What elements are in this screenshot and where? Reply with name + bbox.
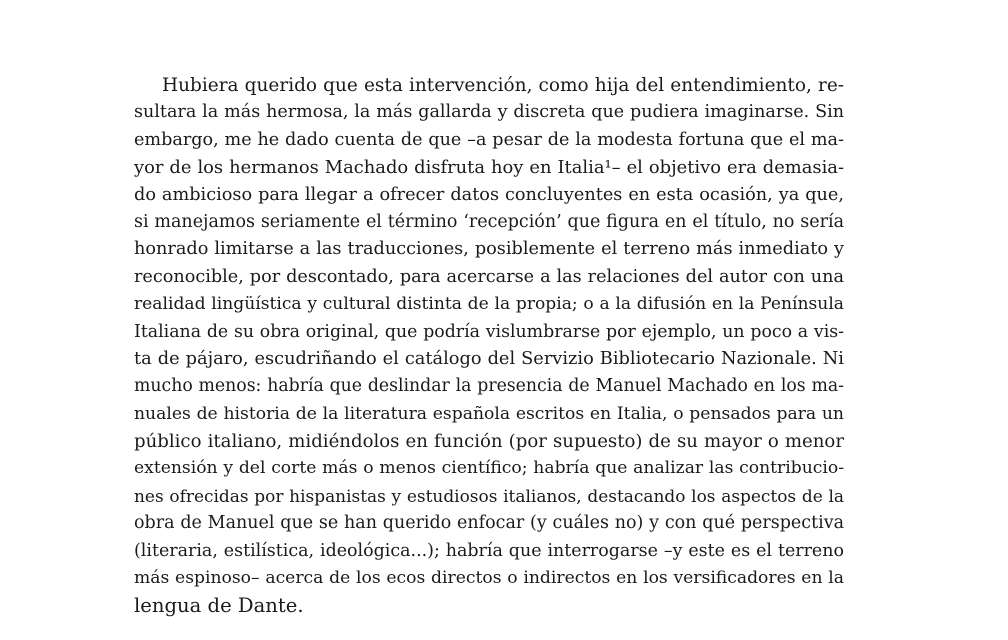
paragraph-line: lengua de Dante. xyxy=(134,594,304,618)
paragraph-line: si manejamos seriamente el término ‘recepción’ que figura en el título, no sería xyxy=(134,211,844,232)
paragraph-line: do ambicioso para llegar a ofrecer datos concluyentes en esta ocasión, ya que, xyxy=(134,184,844,205)
paragraph-line: sultara la más hermosa, la más gallarda y discreta que pudiera imaginarse. Sin xyxy=(134,102,844,123)
paragraph-line: ta de pájaro, escudriñando el catálogo del Servizio Bibliotecario Nazionale. Ni xyxy=(134,348,844,369)
paragraph-line: embargo, me he dado cuenta de que –a pesar de la modesta fortuna que el ma- xyxy=(134,129,844,150)
paragraph-line: Italiana de su obra original, que podría vislumbrarse por ejemplo, un poco a vis- xyxy=(134,321,844,342)
paragraph-line: más espinoso– acerca de los ecos directos o indirectos en los versificadores en la xyxy=(134,568,844,589)
paragraph-line: (literaria, estilística, ideológica...); habría que interrogarse –y este es el terreno xyxy=(134,540,844,561)
body-paragraph xyxy=(134,72,844,620)
paragraph-line: nuales de historia de la literatura española escritos en Italia, o pensados para un xyxy=(134,403,844,424)
paragraph-line: honrado limitarse a las traducciones, posiblemente el terreno más inmediato y xyxy=(134,239,844,260)
paragraph-line: mucho menos: habría que deslindar la presencia de Manuel Machado en los ma- xyxy=(134,376,844,397)
paragraph-line: yor de los hermanos Machado disfruta hoy en Italia¹– el objetivo era demasia- xyxy=(134,157,844,179)
paragraph-line: reconocible, por descontado, para acercarse a las relaciones del autor con una xyxy=(134,266,844,287)
paragraph-line: obra de Manuel que se han querido enfocar (y cuáles no) y con qué perspectiva xyxy=(134,513,844,534)
paragraph-line: nes ofrecidas por hispanistas y estudiosos italianos, destacando los aspectos de la xyxy=(134,485,844,506)
paragraph-line: realidad lingüística y cultural distinta de la propia; o a la difusión en la Península xyxy=(134,294,844,315)
paragraph-line: Hubiera querido que esta intervención, como hija del entendimiento, re- xyxy=(162,75,844,96)
paragraph-line: extensión y del corte más o menos científico; habría que analizar las contribucio- xyxy=(134,458,844,479)
paragraph-line: público italiano, midiéndolos en función (por supuesto) de su mayor o menor xyxy=(134,431,844,453)
